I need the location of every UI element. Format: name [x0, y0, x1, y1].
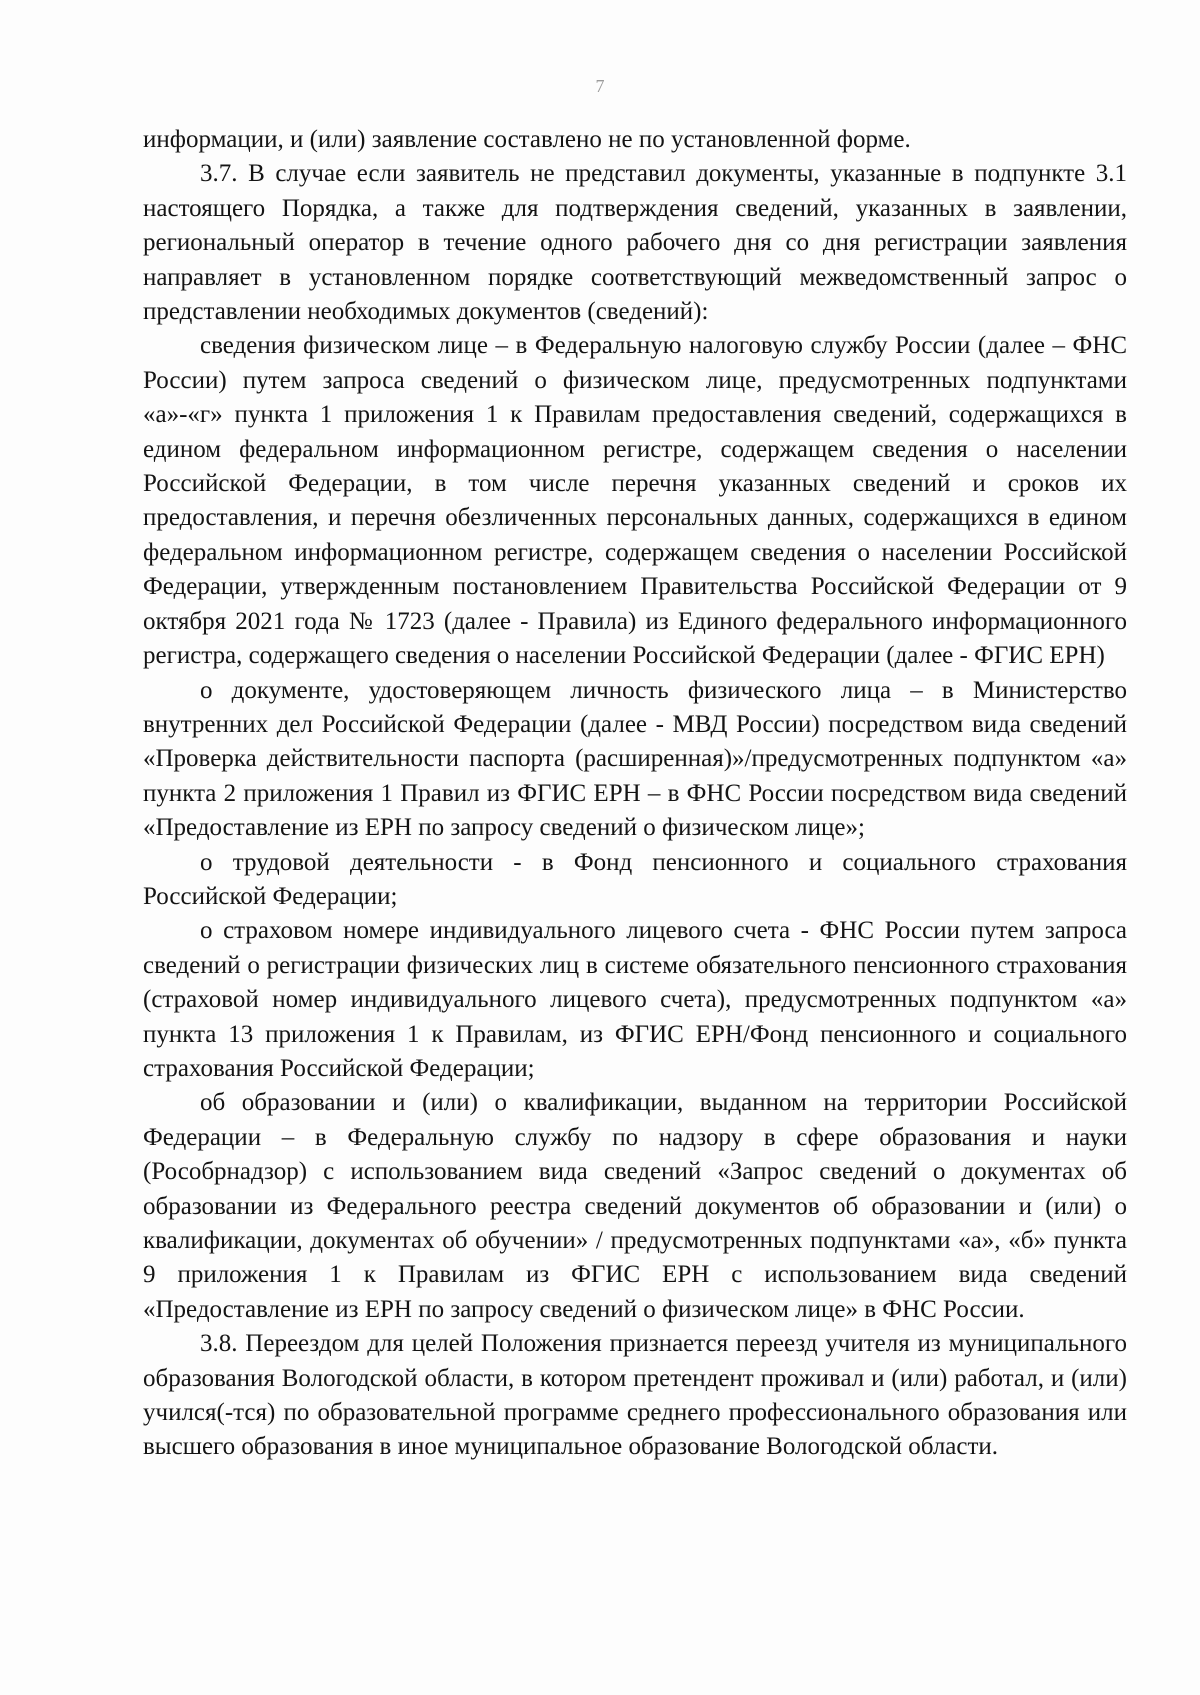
paragraph-3-8: 3.8. Переездом для целей Положения признается переезд учителя из муниципального образования Вологодской области, в котором претендент проживал и (или) работал, и (или) учился(-тся) по образовательной программе среднего профессионального образования или высшего образования в иное муниципальное образование Вологодской области. [143, 1330, 1127, 1461]
paragraph-physical-person: сведения физическом лице – в Федеральную налоговую службу России (далее – ФНС России) путем запроса сведений о физическом лице, предусмотренных подпунктами «а»-«г» пункта 1 приложения 1 к Правилам предоставления сведений, содержащихся в едином федеральном информационном регистре, содержащем сведения о населении Российской Федерации, в том числе перечня указанных сведений и сроков их предоставления, и перечня обезличенных персональных данных, содержащихся в едином федеральном информационном регистре, содержащем сведения о населении Российской Федерации, утвержденным постановлением Правительства Российской Федерации от 9 октября 2021 года № 1723 (далее - Правила) из Единого федерального информационного регистра, содержащего сведения о населении Российской Федерации (далее - ФГИС ЕРН) [143, 332, 1127, 670]
paragraph-identity-document: о документе, удостоверяющем личность физического лица – в Министерство внутренних дел Российской Федерации (далее - МВД России) посредством вида сведений «Проверка действительности паспорта (расширенная)»/предусмотренных подпунктом «а» пункта 2 приложения 1 Правил из ФГИС ЕРН – в ФНС России посредством вида сведений «Предоставление из ЕРН по запросу сведений о физическом лице»; [143, 676, 1127, 842]
page-number: 7 [595, 76, 605, 96]
document-body [143, 123, 1127, 1465]
paragraph-labor-activity: о трудовой деятельности - в Фонд пенсионного и социального страхования Российской Федерации; [143, 848, 1127, 910]
paragraph-3-7: 3.7. В случае если заявитель не представил документы, указанные в подпункте 3.1 настоящего Порядка, а также для подтверждения сведений, указанных в заявлении, региональный оператор в течение одного рабочего дня со дня регистрации заявления направляет в установленном порядке соответствующий межведомственный запрос о представлении необходимых документов (сведений): [143, 160, 1127, 326]
paragraph-continuation: информации, и (или) заявление составлено не по установленной форме. [143, 126, 911, 153]
paragraph-insurance-number: о страховом номере индивидуального лицевого счета - ФНС России путем запроса сведений о регистрации физических лиц в системе обязательного пенсионного страхования (страховой номер индивидуального лицевого счета), предусмотренных подпунктом «а» пункта 13 приложения 1 к Правилам, из ФГИС ЕРН/Фонд пенсионного и социального страхования Российской Федерации; [143, 917, 1127, 1082]
paragraph-education: об образовании и (или) о квалификации, выданном на территории Российской Федерации – в Федеральную службу по надзору в сфере образования и науки (Рособрнадзор) с использованием вида сведений «Запрос сведений о документах об образовании из Федерального реестра сведений документов об образовании и (или) о квалификации, документах об обучении» / предусмотренных подпунктами «а», «б» пункта 9 приложения 1 к Правилам из ФГИС ЕРН с использованием вида сведений «Предоставление из ЕРН по запросу сведений о физическом лице» в ФНС России. [143, 1089, 1127, 1323]
